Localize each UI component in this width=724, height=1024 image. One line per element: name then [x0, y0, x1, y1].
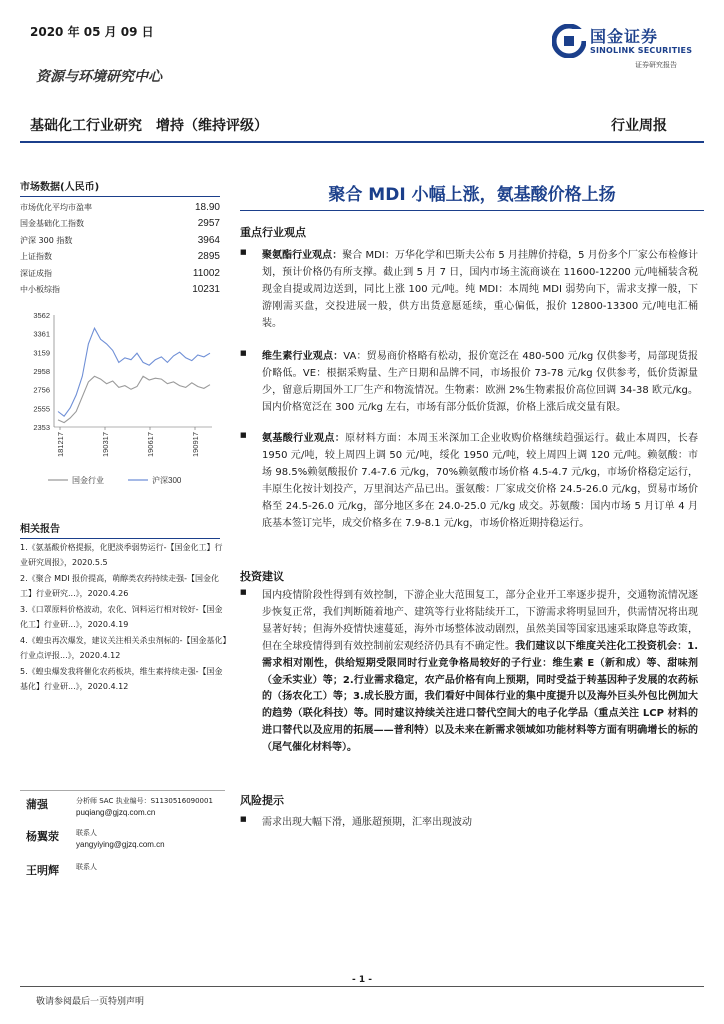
logo-name-cn: 国金证券: [590, 27, 659, 46]
paragraph-lead: 聚氨酯行业观点：: [262, 250, 343, 261]
analyst-name: 蒲强: [26, 798, 48, 811]
section-heading-investment: 投资建议: [240, 570, 284, 583]
market-label: 深证成指: [20, 268, 52, 278]
paragraph-body: 原材料方面：本周玉米深加工企业收购价格继续趋强运行。截止本周四，长春 1950 元/吨，较上周四上调 50 元/吨，绥化 1950 元/吨，较上周四上调 120 元/吨。赖氨酸：市场 98.5%赖氨酸报价 7.4-7.6 元/kg，70%赖氨酸市场价格 4.5-4.7 元/kg，市场价格稳定运行，丰原生化按计划投产，万里润达产品已出。蛋氨酸：厂家成交价格 24.5-26.0 元/kg，贸易市场价格至 24.5-26.0 元/kg，部分地区多在 24.0-25.0 元/kg 成交。苏氨酸：国内市场 5 月订单 4 月底基本签订完毕，成交价格多在 7.9-8.1 元/kg，市场价格近期持稳运行。: [262, 433, 699, 529]
market-label: 市场优化平均市盈率: [20, 202, 92, 212]
market-row: [20, 232, 220, 249]
series-line-0: [58, 376, 210, 422]
paragraph-body: 需求出现大幅下滑，通胀超预期，汇率出现波动: [262, 817, 472, 828]
market-label: 国金基础化工指数: [20, 219, 84, 229]
industry-rating: 基础化工行业研究 增持（维持评级）: [30, 118, 268, 134]
page-number: - 1 -: [352, 975, 372, 985]
analyst-role: 分析师 SAC 执业编号：S1130516090001: [76, 797, 213, 805]
related-report-item[interactable]: 2.《聚合 MDI 报价提高，萌醇类农药持续走强-【国金化工】行业研究...》，2020.4.26: [20, 574, 220, 598]
bullet-icon: ■: [240, 815, 247, 823]
market-data-rows: [20, 199, 220, 298]
sinolink-logo-icon: [552, 24, 586, 58]
market-value: 11002: [192, 267, 220, 279]
paragraph-lead: 维生素行业观点：: [262, 351, 344, 362]
y-tick-label: 2958: [33, 366, 50, 376]
analyst-name: 王明辉: [26, 864, 59, 877]
bullet-icon: ■: [240, 588, 247, 596]
legend-label-0: 国金行业: [72, 476, 104, 485]
market-row: [20, 265, 220, 282]
market-row: [20, 249, 220, 266]
bullet-icon: ■: [240, 248, 247, 256]
market-data-heading: 市场数据(人民币): [20, 178, 220, 197]
title-divider: [240, 210, 704, 211]
paragraph-investment: [240, 588, 698, 757]
y-tick-label: 2555: [33, 404, 50, 414]
paragraph-risk: [240, 815, 698, 832]
market-label: 上证指数: [20, 252, 52, 262]
logo-subtitle: 证券研究报告: [635, 61, 677, 69]
header-divider: [20, 141, 704, 143]
market-label: 中小板综指: [20, 285, 60, 295]
paragraph-vitamin: [240, 349, 698, 417]
y-tick-label: 2756: [33, 385, 50, 395]
paragraph-bold: 我们建议以下维度关注化工投资机会：1.需求相对刚性，供给短期受限同时行业竞争格局较好的子行业：维生素 E（新和成）等、甜味剂（金禾实业）等；2.行业需求稳定，农产品价格有向上预期，同时受益于转基因种子发展的农药标的（扬农化工）等；3.成长股方面，我们看好中间体行业的集中度提升以及海外巨头外包比例加大的趋势（联化科技）等。同时建议持续关注进口替代空间大的电子化学品（重点关注 LCP 材料的进口替代以及应用的拓展——普利特）以及未来在新需求领域如功能材料等方面有明确增长的标的（尾气催化材料等）。: [262, 640, 699, 754]
section-heading-key-views: 重点行业观点: [240, 226, 306, 239]
market-data-panel: [20, 178, 220, 298]
market-row: [20, 282, 220, 299]
market-value: 3964: [197, 234, 220, 246]
market-value: 2957: [197, 218, 220, 230]
y-tick-label: 3562: [33, 311, 50, 320]
analyst-email[interactable]: yangyiying@gjzq.com.cn: [76, 840, 165, 849]
footer-disclaimer: 敬请参阅最后一页特别声明: [36, 997, 145, 1007]
logo-name-en: SINOLINK SECURITIES: [590, 46, 693, 55]
x-tick-label: 181217: [56, 432, 65, 458]
y-tick-label: 2353: [33, 423, 50, 432]
footer-divider: [20, 986, 704, 987]
analyst-role: 联系人: [76, 863, 97, 871]
paragraph-amino-acid: [240, 431, 698, 532]
y-tick-label: 3361: [33, 329, 50, 339]
brand-logo: [552, 22, 702, 68]
bullet-icon: ■: [240, 349, 247, 357]
paragraph-lead: 氨基酸行业观点：: [262, 433, 346, 444]
related-reports-heading: 相关报告: [20, 520, 220, 539]
paragraph-body: 聚合 MDI：万华化学和巴斯夫公布 5 月挂牌价持稳，5 月份多个厂家公布检修计划，预计价格仍有所支撑。截止到 5 月 7 日，国内市场主流商谈在 11600-12200 元/吨桶装含税现金自提或周边送到，同比上涨 100 元/吨。纯 MDI：本周纯 MDI 弱势向下，需求支撑一般，下游刚需买盘，交投进展一般，供方出货意愿延续，重心偏低，报价 12800-13300 元/吨电汇桶装。: [262, 250, 699, 329]
market-value: 10231: [192, 284, 220, 296]
section-heading-risk: 风险提示: [240, 794, 284, 807]
related-report-item[interactable]: 1.《氨基酸价格提振，化肥淡季弱势运行-【国金化工】行业研究周报》，2020.5.5: [20, 543, 223, 567]
y-tick-label: 3159: [33, 348, 50, 358]
report-title: 聚合 MDI 小幅上涨，氨基酸价格上扬: [328, 185, 616, 205]
market-label: 沪深 300 指数: [20, 235, 73, 245]
legend-label-1: 沪深300: [152, 476, 182, 485]
bullet-icon: ■: [240, 431, 247, 439]
related-reports-list: [20, 540, 230, 695]
analyst-divider: [20, 790, 225, 791]
report-date: 2020 年 05 月 09 日: [30, 25, 154, 39]
analyst-email[interactable]: puqiang@gjzq.com.cn: [76, 808, 156, 817]
related-report-item[interactable]: 3.《口罩原料价格波动，农化、饲料运行相对较好-【国金化工】行业研...》，2020.4.19: [20, 605, 223, 629]
market-row: [20, 216, 220, 233]
analyst-role: 联系人: [76, 829, 97, 837]
index-line-chart: [20, 305, 220, 505]
market-value: 18.90: [194, 201, 220, 213]
report-type: 行业周报: [611, 118, 667, 134]
x-tick-label: 190617: [146, 432, 155, 458]
paragraph-polyurethane: [240, 248, 698, 333]
research-center-name: 资源与环境研究中心: [36, 69, 162, 85]
paragraph-body: 国内疫情阶段性得到有效控制，下游企业大范围复工，部分企业开工率逐步提升，交通物流情况逐步恢复正常，我们判断随着地产、建筑等行业将陆续开工，下游需求将明显回升，供需情况将出现显著好转；但海外疫情快速蔓延，海外市场整体波动剧烈，虽然美国等国家迅速采取降息等政策，但在全球疫情得到有效控制前宏观经济仍具有不确定性。: [262, 590, 698, 652]
related-report-item[interactable]: 5.《蝗虫爆发我将催化农药板块，维生素持续走强-【国金基化】行业研...》，2020.4.12: [20, 667, 223, 691]
x-tick-label: 190917: [191, 432, 200, 458]
analyst-name: 杨翼荥: [26, 830, 59, 843]
paragraph-body: VA：贸易商价格略有松动，报价宽泛在 480-500 元/kg 仅供参考，局部现货报价略低。VE：根据采购量、生产日期和品牌不同，市场报价 73-78 元/kg 仅供参考，低价货源量少，留意后期国外工厂生产和物流情况。生物素：欧洲 2%生物素报价高位回调 34-38 欧元/kg。国内价格宽泛在 300 元/kg 左右，市场有部分低价货源，价格上涨后成交量有限。: [262, 351, 699, 413]
market-value: 2895: [197, 251, 220, 263]
series-line-1: [58, 328, 210, 416]
x-tick-label: 190317: [101, 432, 110, 458]
related-report-item[interactable]: 4.《蝗虫再次爆发，建议关注相关杀虫剂标的-【国金基化】行业点评报...》，2020.4.12: [20, 636, 227, 660]
market-row: [20, 199, 220, 216]
